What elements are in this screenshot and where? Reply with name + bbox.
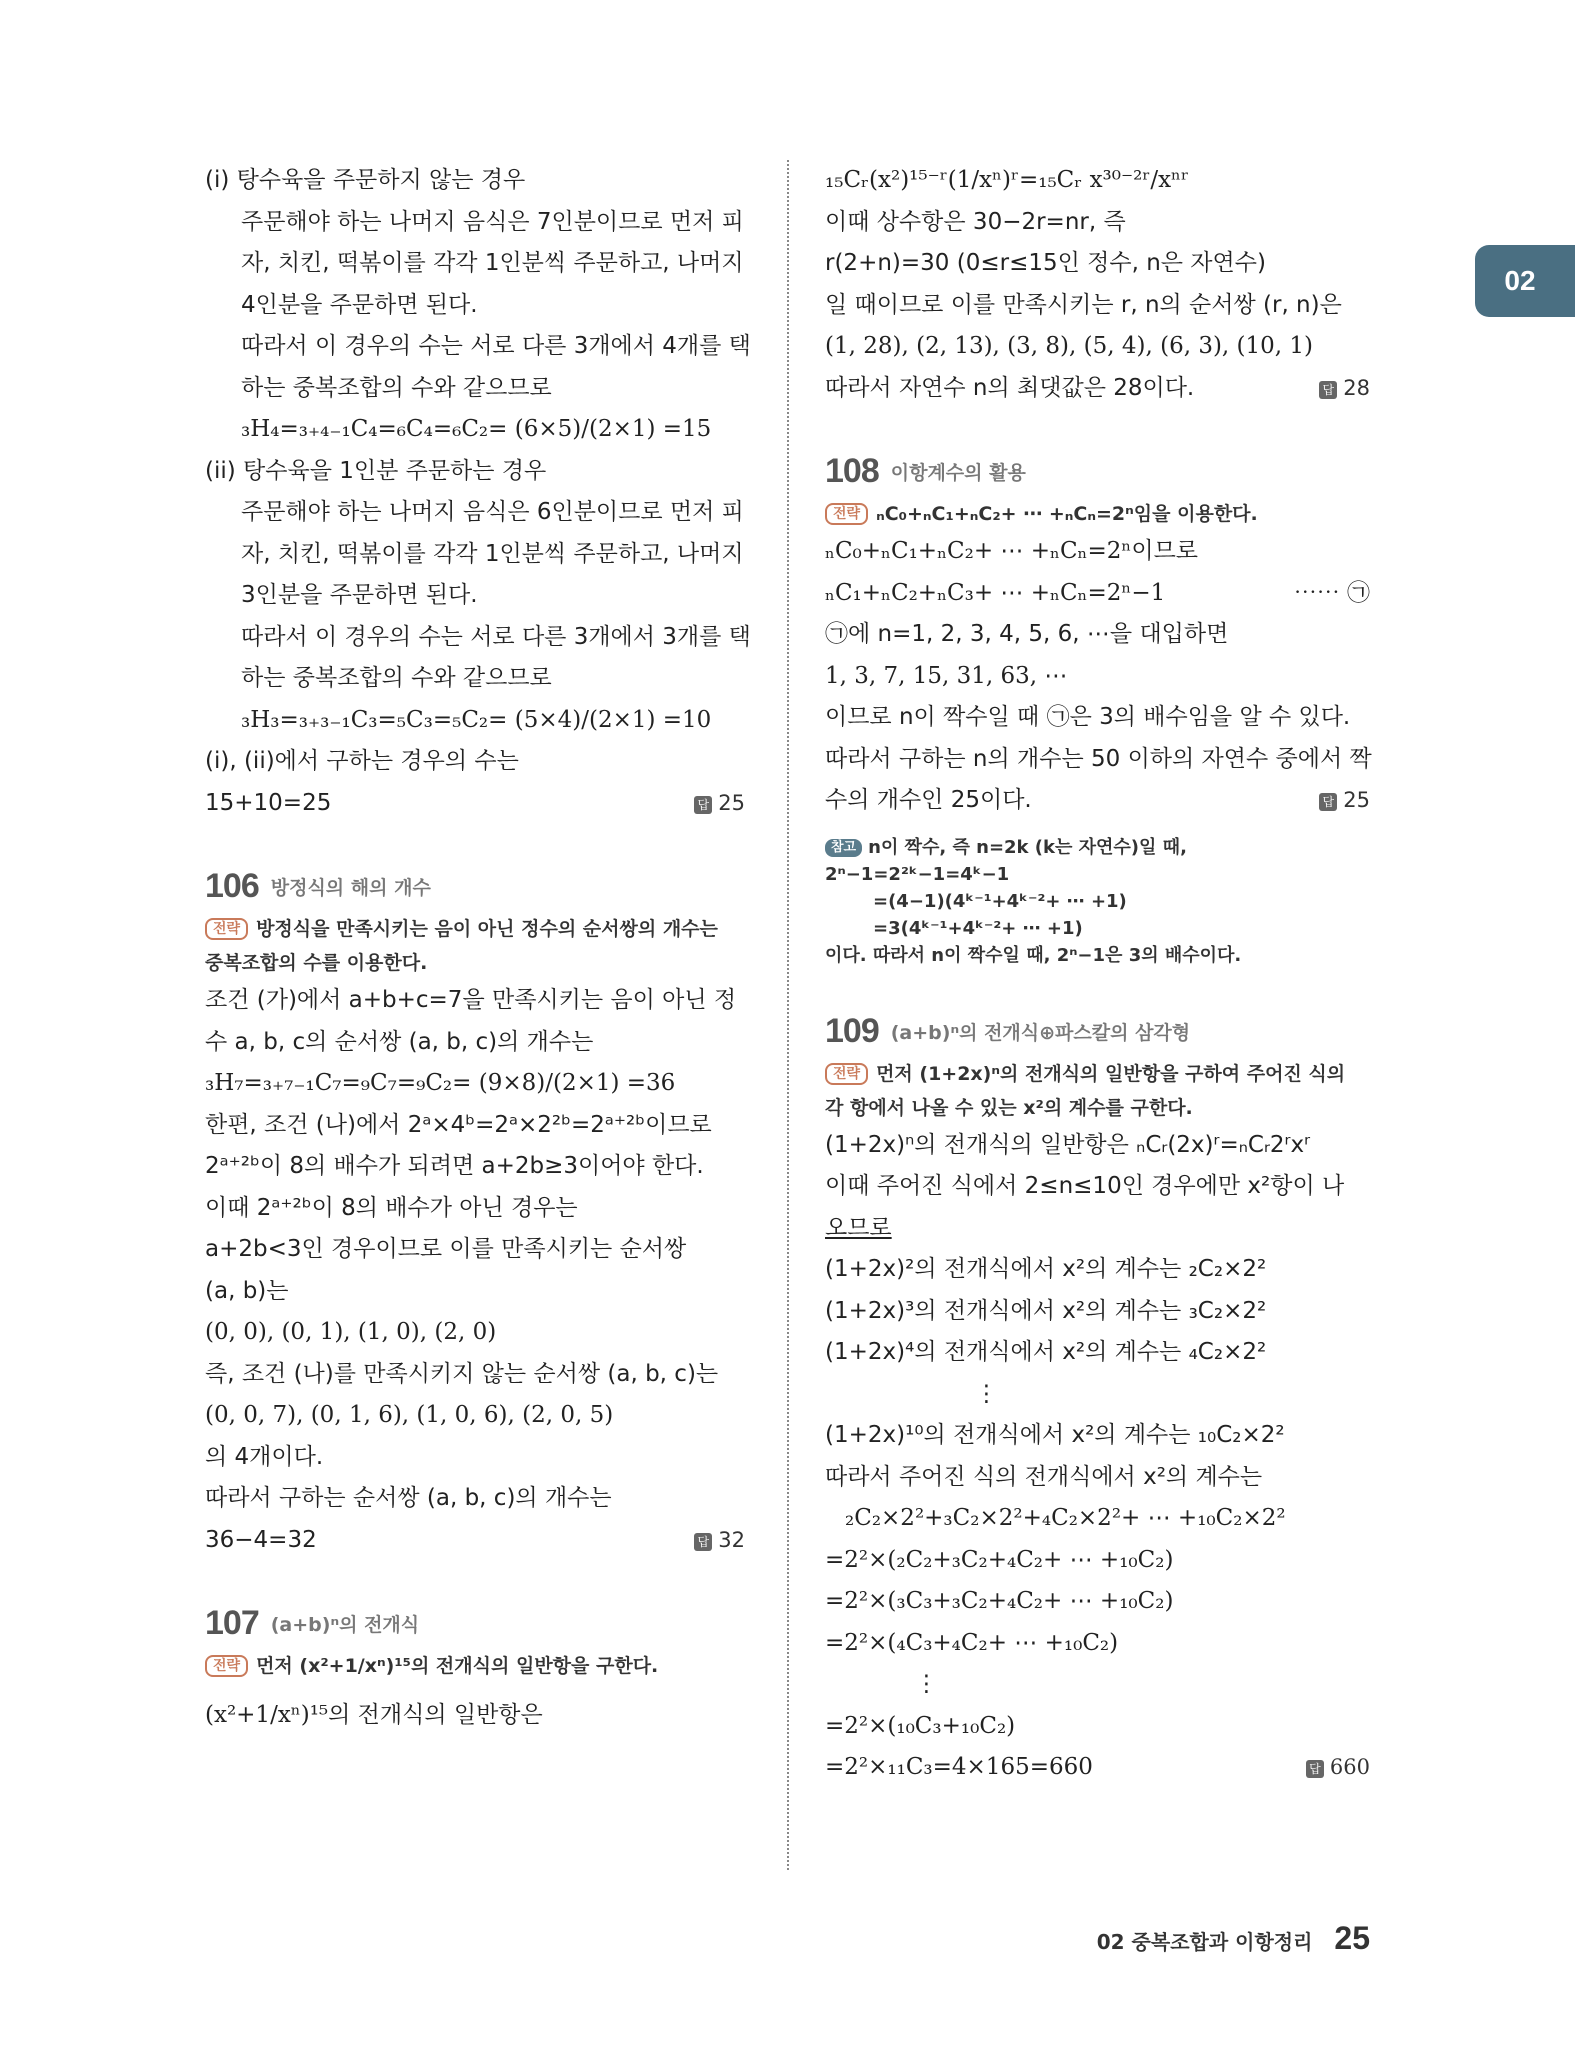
- text-line: 이때 상수항은 30−2r=nr, 즉: [825, 208, 1126, 235]
- strategy-line: [825, 497, 1370, 531]
- text-line: 2ᵃ⁺²ᵇ이 8의 배수가 되려면 a+2b≥3이어야 한다.: [205, 1153, 704, 1179]
- answer-line: [825, 1747, 1370, 1789]
- answer: [694, 1520, 745, 1562]
- answer: [694, 783, 745, 825]
- result-text: 수의 개수인 25이다.: [825, 787, 1032, 813]
- note-text: n이 짝수, 즉 n=2k (k는 자연수)일 때,: [868, 836, 1187, 858]
- right-column: [825, 160, 1370, 1789]
- answer: [1319, 368, 1370, 410]
- column-divider: [787, 160, 789, 1870]
- text-line: 하는 중복조합의 수와 같으므로: [241, 665, 552, 691]
- text-line: 의 4개이다.: [205, 1443, 324, 1470]
- answer-value: 28: [1343, 375, 1370, 400]
- strategy-line: 각 항에서 나올 수 있는 x²의 계수를 구한다.: [825, 1096, 1193, 1119]
- note-line: =3(4ᵏ⁻¹+4ᵏ⁻²+ ⋯ +1): [873, 917, 1083, 939]
- text-line: 오므로: [825, 1214, 892, 1241]
- text-line: (1+2x)⁴의 전개식에서 x²의 계수는 ₄C₂×2²: [825, 1339, 1267, 1365]
- formula-line: =2²×(₃C₃+₃C₂+₄C₂+ ⋯ +₁₀C₂): [825, 1588, 1174, 1614]
- problem-number: 107: [205, 1604, 259, 1642]
- problem-number: 106: [205, 867, 259, 905]
- answer-line: [825, 780, 1370, 822]
- text-line: 자, 치킨, 떡볶이를 각각 1인분씩 주문하고, 나머지: [241, 250, 744, 276]
- formula-line: ₃H₃=₃₊₃₋₁C₃=₅C₃=₅C₂= (5×4)/(2×1) =10: [241, 706, 712, 733]
- text-line: 즉, 조건 (나)를 만족시키지 않는 순서쌍 (a, b, c)는: [205, 1360, 719, 1387]
- formula-line: ₃H₄=₃₊₄₋₁C₄=₆C₄=₆C₂= (6×5)/(2×1) =15: [241, 416, 712, 442]
- result-text: 따라서 자연수 n의 최댓값은 28이다.: [825, 374, 1195, 401]
- formula-line: =2²×(₁₀C₃+₁₀C₂): [825, 1712, 1016, 1739]
- note-line: =(4−1)(4ᵏ⁻¹+4ᵏ⁻²+ ⋯ +1): [873, 890, 1127, 912]
- problem-number: 109: [825, 1011, 879, 1050]
- text-line: 이므로 n이 짝수일 때 ㉠은 3의 배수임을 알 수 있다.: [825, 704, 1351, 730]
- text-line: 이때 주어진 식에서 2≤n≤10인 경우에만 x²항이 나: [825, 1173, 1345, 1199]
- formula-line: ₙC₀+ₙC₁+ₙC₂+ ⋯ +ₙCₙ=2ⁿ이므로: [825, 538, 1199, 564]
- equation-marker: ⋯⋯ ㉠: [1293, 579, 1370, 606]
- text-line: 일 때이므로 이를 만족시키는 r, n의 순서쌍 (r, n)은: [825, 291, 1342, 318]
- result-text: 15+10=25: [205, 789, 332, 816]
- strategy-line: [205, 1649, 745, 1683]
- answer-line: [205, 783, 745, 825]
- chapter-tab: 02: [1475, 245, 1575, 317]
- result-text: =2²×₁₁C₃=4×165=660: [825, 1754, 1093, 1780]
- problem-header-108: [825, 441, 1370, 491]
- text-line: 따라서 이 경우의 수는 서로 다른 3개에서 3개를 택: [241, 623, 751, 650]
- text-line: 이때 2ᵃ⁺²ᵇ이 8의 배수가 아닌 경우는: [205, 1194, 578, 1221]
- answer-value: 32: [718, 1527, 745, 1552]
- strategy-line: [825, 1057, 1370, 1091]
- formula-line: ₂C₂×2²+₃C₂×2²+₄C₂×2²+ ⋯ +₁₀C₂×2²: [845, 1505, 1286, 1531]
- answer-mark-icon: 답: [1319, 793, 1337, 811]
- case-heading: (ii) 탕수육을 1인분 주문하는 경우: [205, 457, 547, 484]
- problem-number: 108: [825, 452, 879, 490]
- strategy-badge: 전략: [825, 503, 868, 525]
- text-line: r(2+n)=30 (0≤r≤15인 정수, n은 자연수): [825, 250, 1266, 276]
- strategy-text: 방정식을 만족시키는 음이 아닌 정수의 순서쌍의 개수는: [256, 918, 718, 940]
- text-line: (i), (ii)에서 구하는 경우의 수는: [205, 748, 519, 774]
- text-line: 주문해야 하는 나머지 음식은 7인분이므로 먼저 피: [241, 208, 744, 235]
- text-line: 조건 (가)에서 a+b+c=7을 만족시키는 음이 아닌 정: [205, 987, 737, 1013]
- strategy-text: 먼저 (1+2x)ⁿ의 전개식의 일반항을 구하여 주어진 식의: [876, 1062, 1346, 1085]
- footer-chapter-title: 02 중복조합과 이항정리: [1096, 1930, 1313, 1954]
- problem-header-107: [205, 1593, 745, 1643]
- formula-line: 1, 3, 7, 15, 31, 63, ⋯: [825, 662, 1068, 689]
- problem-header-106: [205, 856, 745, 906]
- text-line: 따라서 구하는 n의 개수는 50 이하의 자연수 중에서 짝: [825, 745, 1372, 772]
- left-column: [205, 160, 751, 1737]
- formula-line: =2²×(₄C₃+₄C₂+ ⋯ +₁₀C₂): [825, 1629, 1119, 1656]
- note-badge: 참고: [825, 839, 862, 857]
- text-line: a+2b<3인 경우이므로 이를 만족시키는 순서쌍: [205, 1236, 687, 1262]
- strategy-badge: 전략: [825, 1063, 868, 1085]
- formula-line: ₃H₇=₃₊₇₋₁C₇=₉C₇=₉C₂= (9×8)/(2×1) =36: [205, 1070, 676, 1096]
- text-line: 따라서 구하는 순서쌍 (a, b, c)의 개수는: [205, 1485, 612, 1511]
- text-line: ㉠에 n=1, 2, 3, 4, 5, 6, ⋯을 대입하면: [825, 621, 1229, 647]
- text-line: 따라서 이 경우의 수는 서로 다른 3개에서 4개를 택: [241, 333, 751, 359]
- text-line: 따라서 주어진 식의 전개식에서 x²의 계수는: [825, 1463, 1263, 1490]
- strategy-badge: 전략: [205, 1655, 248, 1677]
- text-line: 4인분을 주문하면 된다.: [241, 291, 478, 318]
- problem-title: (a+b)ⁿ의 전개식: [270, 1614, 420, 1636]
- strategy-line: 중복조합의 수를 이용한다.: [205, 952, 428, 974]
- text-line: 자, 치킨, 떡볶이를 각각 1인분씩 주문하고, 나머지: [241, 540, 744, 567]
- answer-mark-icon: 답: [1319, 381, 1337, 399]
- strategy-text: 먼저 (x²+1/xⁿ)¹⁵의 전개식의 일반항을 구한다.: [256, 1655, 659, 1677]
- text-line: (1+2x)³의 전개식에서 x²의 계수는 ₃C₂×2²: [825, 1297, 1267, 1324]
- answer-mark-icon: 답: [694, 796, 712, 814]
- answer-value: 25: [718, 790, 745, 815]
- answer-value: 660: [1329, 1755, 1370, 1779]
- strategy-line: [205, 912, 745, 946]
- text-line: 주문해야 하는 나머지 음식은 6인분이므로 먼저 피: [241, 499, 744, 525]
- note-line: 이다. 따라서 n이 짝수일 때, 2ⁿ−1은 3의 배수이다.: [825, 944, 1242, 966]
- formula-line: [825, 573, 1370, 615]
- text-line: (1+2x)ⁿ의 전개식의 일반항은 ₙCᵣ(2x)ʳ=ₙCᵣ2ʳxʳ: [825, 1131, 1311, 1158]
- text-line: (1+2x)¹⁰의 전개식에서 x²의 계수는 ₁₀C₂×2²: [825, 1422, 1285, 1448]
- case-heading: (i) 탕수육을 주문하지 않는 경우: [205, 167, 526, 193]
- text-line: 하는 중복조합의 수와 같으므로: [241, 374, 552, 401]
- text-line: 한편, 조건 (나)에서 2ᵃ×4ᵇ=2ᵃ×2²ᵇ=2ᵃ⁺²ᵇ이므로: [205, 1111, 712, 1138]
- formula-line: ₁₅Cᵣ(x²)¹⁵⁻ʳ(1/xⁿ)ʳ=₁₅Cᵣ x³⁰⁻²ʳ/xⁿʳ: [825, 167, 1189, 193]
- note-line: [825, 834, 1370, 861]
- note-line: 2ⁿ−1=2²ᵏ−1=4ᵏ−1: [825, 863, 1010, 885]
- text-line: (a, b)는: [205, 1277, 289, 1304]
- page-number: 25: [1334, 1920, 1370, 1956]
- formula-text: ₙC₁+ₙC₂+ₙC₃+ ⋯ +ₙCₙ=2ⁿ−1: [825, 579, 1166, 606]
- answer: [1319, 780, 1370, 822]
- answer-mark-icon: 답: [1306, 1760, 1324, 1778]
- answer-line: [205, 1520, 745, 1562]
- result-text: 36−4=32: [205, 1526, 317, 1553]
- formula-line: =2²×(₂C₂+₃C₂+₄C₂+ ⋯ +₁₀C₂): [825, 1546, 1174, 1573]
- page-footer: [1097, 1920, 1370, 1957]
- answer-mark-icon: 답: [694, 1533, 712, 1551]
- text-line: (1+2x)²의 전개식에서 x²의 계수는 ₂C₂×2²: [825, 1256, 1267, 1282]
- formula-line: (1, 28), (2, 13), (3, 8), (5, 4), (6, 3), (10, 1): [825, 333, 1314, 359]
- vertical-ellipsis: ⋮: [975, 1380, 998, 1407]
- answer-value: 25: [1343, 788, 1370, 812]
- problem-title: 방정식의 해의 개수: [270, 877, 431, 899]
- problem-title: 이항계수의 활용: [890, 462, 1026, 484]
- formula-line: (0, 0), (0, 1), (1, 0), (2, 0): [205, 1319, 497, 1345]
- answer-line: [825, 368, 1370, 410]
- text-line: 3인분을 주문하면 된다.: [241, 582, 478, 608]
- problem-header-109: [825, 1001, 1370, 1051]
- text-line: 수 a, b, c의 순서쌍 (a, b, c)의 개수는: [205, 1028, 594, 1055]
- strategy-badge: 전략: [205, 918, 248, 940]
- problem-title: (a+b)ⁿ의 전개식⊕파스칼의 삼각형: [890, 1021, 1191, 1044]
- formula-line: (x²+1/xⁿ)¹⁵의 전개식의 일반항은: [205, 1702, 543, 1728]
- formula-line: (0, 0, 7), (0, 1, 6), (1, 0, 6), (2, 0, 5): [205, 1402, 614, 1428]
- vertical-ellipsis: ⋮: [915, 1671, 938, 1697]
- strategy-text: ₙC₀+ₙC₁+ₙC₂+ ⋯ +ₙCₙ=2ⁿ임을 이용한다.: [876, 503, 1258, 525]
- answer: [1306, 1747, 1370, 1789]
